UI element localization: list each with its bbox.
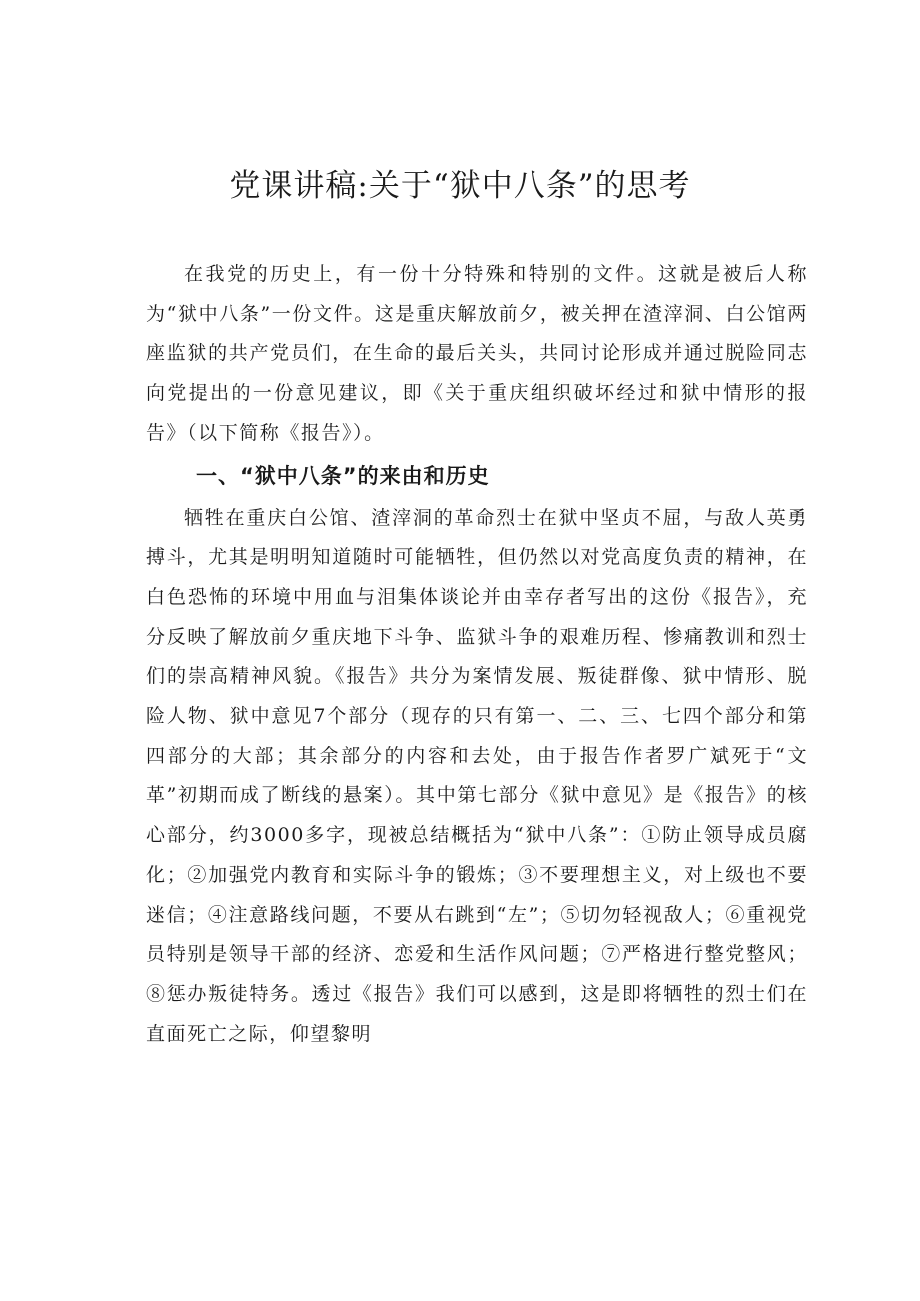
document-title: 党课讲稿:关于“狱中八条”的思考 <box>229 168 691 204</box>
section-1-heading: 一、“狱中八条”的来由和历史 <box>196 463 490 488</box>
document-body <box>146 255 808 1054</box>
section-1-paragraph: 牺牲在重庆白公馆、渣滓洞的革命烈士在狱中坚贞不屈，与敌人英勇搏斗，尤其是明明知道随时可能牺牲，但仍然以对党高度负责的精神，在白色恐怖的环境中用血与泪集体谈论并由幸存者写出的这份《报告》，充分反映了解放前夕重庆地下斗争、监狱斗争的艰难历程、惨痛教训和烈士们的崇高精神风貌。《报告》共分为案情发展、叛徒群像、狱中情形、脱险人物、狱中意见7个部分（现存的只有第一、二、三、七四个部分和第四部分的大部；其余部分的内容和去处，由于报告作者罗广斌死于“文革”初期而成了断线的悬案）。其中第七部分《狱中意见》是《报告》的核心部分，约3000多字，现被总结概括为“狱中八条”：①防止领导成员腐化；②加强党内教育和实际斗争的锻炼；③不要理想主义，对上级也不要迷信；④注意路线问题，不要从右跳到“左”；⑤切勿轻视敌人；⑥重视党员特别是领导干部的经济、恋爱和生活作风问题；⑦严格进行整党整风；⑧惩办叛徒特务。透过《报告》我们可以感到，这是即将牺牲的烈士们在直面死亡之际，仰望黎明 <box>146 506 808 1045</box>
intro-paragraph: 在我党的历史上，有一份十分特殊和特别的文件。这就是被后人称为“狱中八条”一份文件。这是重庆解放前夕，被关押在渣滓洞、白公馆两座监狱的共产党员们，在生命的最后关头，共同讨论形成并通过脱险同志向党提出的一份意见建议，即《关于重庆组织破坏经过和狱中情形的报告》（以下简称《报告》）。 <box>146 263 808 444</box>
